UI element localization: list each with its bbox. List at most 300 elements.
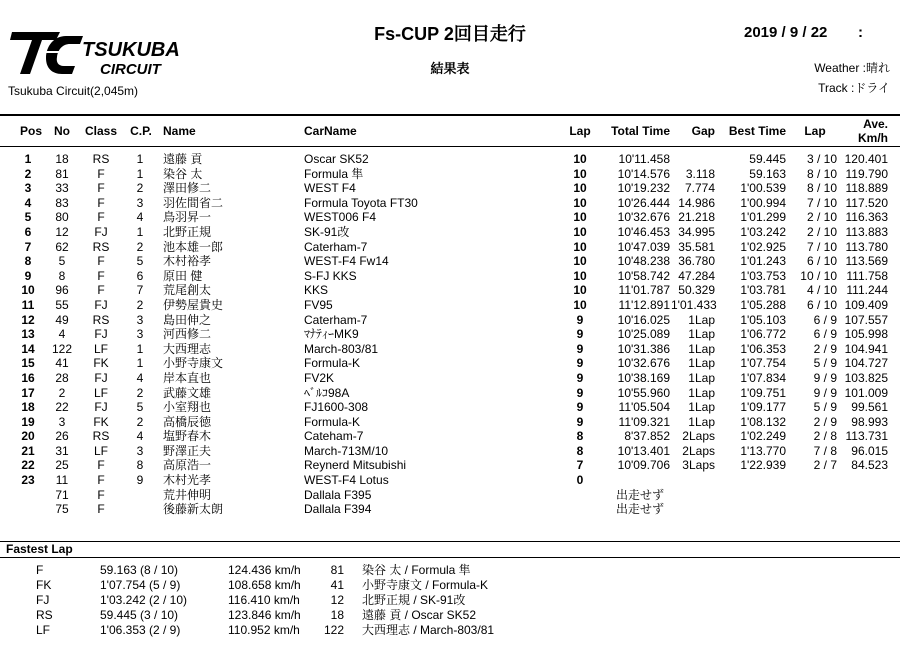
result-best-lap: 2 / 10 [806, 224, 837, 239]
fastest-rule-bottom [0, 557, 900, 558]
result-car-number: 22 [55, 400, 69, 415]
result-best-time: 1'06.353 [740, 341, 786, 356]
result-driver-name: 染谷 太 [163, 166, 203, 181]
result-total-time: 10'14.576 [617, 166, 670, 181]
result-class: F [97, 166, 105, 181]
result-best-lap: 8 / 10 [806, 166, 837, 181]
result-driver-name: 遠藤 貢 [163, 152, 203, 166]
result-best-time: 1'01.299 [740, 210, 786, 225]
fastest-driver: 遠藤 貢 / Oscar SK52 [362, 608, 477, 622]
result-driver-name: 荒尾創太 [163, 283, 212, 298]
result-gap: 1Lap [688, 370, 715, 385]
event-date: 2019 / 9 / 22 [744, 24, 828, 41]
result-car-name: WEST-F4 Fw14 [304, 254, 389, 269]
fastest-class: LF [36, 623, 51, 637]
event-time-separator: : [858, 24, 863, 41]
result-gap: 1Lap [688, 341, 715, 356]
result-class: RS [92, 312, 110, 327]
result-gap: 1Lap [688, 400, 715, 415]
table-row [0, 429, 900, 444]
result-average-speed: 111.758 [846, 268, 888, 283]
list-item [0, 608, 900, 623]
result-gap: 14.986 [678, 195, 715, 210]
result-class: F [97, 254, 105, 269]
result-driver-name: 高原浩一 [163, 458, 212, 473]
result-gap: 1'01.433 [671, 297, 717, 312]
result-average-speed: 105.998 [844, 327, 888, 342]
result-total-time: 10'38.169 [617, 370, 670, 385]
result-pos: 22 [21, 458, 35, 473]
result-car-name: Cateham-7 [304, 429, 364, 444]
result-driver-name: 澤田修二 [163, 181, 212, 196]
result-car-name: Formula-K [304, 414, 361, 429]
result-pos: 23 [21, 473, 35, 488]
result-average-speed: 111.244 [846, 283, 888, 298]
result-pos: 16 [21, 370, 35, 385]
result-gap: 35.581 [678, 239, 715, 254]
result-car-number: 83 [55, 195, 69, 210]
result-car-number: 2 [58, 385, 66, 400]
result-pos: 8 [24, 254, 32, 269]
result-class: FJ [94, 370, 108, 385]
result-class: LF [93, 341, 108, 356]
result-class-position: 4 [136, 210, 144, 225]
table-row [0, 400, 900, 415]
result-pos: 4 [24, 195, 32, 210]
result-class-position: 1 [136, 152, 144, 166]
result-best-time: 1'09.177 [740, 400, 786, 415]
result-best-lap: 9 / 9 [813, 370, 837, 385]
result-laps: 7 [576, 458, 584, 473]
result-laps: 10 [573, 254, 587, 269]
fastest-driver: 染谷 太 / Formula 隼 [362, 563, 471, 577]
result-total-time: 10'47.039 [617, 239, 670, 254]
result-car-number: 4 [58, 327, 66, 342]
result-driver-name: 木村光孝 [163, 473, 212, 488]
result-best-time: 1'03.242 [740, 224, 786, 239]
result-best-time: 1'13.770 [740, 443, 786, 458]
col-header-best-lap: Lap [804, 124, 826, 138]
result-laps: 10 [573, 152, 587, 166]
result-total-time: 10'46.453 [617, 224, 670, 239]
result-driver-name: 武藤文雄 [163, 385, 212, 400]
result-total-time: 10'19.232 [617, 181, 670, 196]
result-pos: 14 [21, 341, 35, 356]
result-class-position: 2 [136, 385, 144, 400]
result-gap: 21.218 [678, 210, 715, 225]
result-average-speed: 99.561 [851, 400, 888, 415]
result-average-speed: 117.520 [845, 195, 888, 210]
result-driver-name: 島田伸之 [163, 312, 212, 327]
fastest-driver: 小野寺康文 / Formula-K [362, 578, 489, 592]
results-table-body [0, 152, 900, 517]
result-driver-name: 伊勢屋貴史 [163, 297, 224, 312]
result-class-position: 5 [136, 400, 144, 415]
result-total-time: 10'13.401 [617, 443, 670, 458]
result-gap: 36.780 [678, 254, 715, 269]
result-car-name: FV2K [304, 370, 335, 385]
result-average-speed: 101.009 [844, 385, 888, 400]
col-header-best-time: Best Time [728, 124, 786, 138]
table-row [0, 240, 900, 255]
col-header-cp: C.P. [130, 124, 152, 138]
fastest-class: FK [36, 578, 52, 592]
col-header-gap: Gap [691, 124, 715, 138]
result-best-time: 1'00.539 [740, 181, 786, 196]
result-class-position: 2 [136, 239, 144, 254]
result-class: FJ [94, 327, 108, 342]
result-best-lap: 2 / 10 [806, 210, 837, 225]
result-car-name: WEST006 F4 [304, 210, 377, 225]
result-class: F [97, 195, 105, 210]
result-class: FJ [94, 224, 108, 239]
result-average-speed: 96.015 [851, 443, 888, 458]
result-class-position: 3 [136, 312, 144, 327]
result-driver-name: 大西理志 [163, 341, 212, 356]
result-average-speed: 104.941 [844, 341, 888, 356]
result-car-name: KKS [304, 283, 329, 298]
table-row [0, 444, 900, 459]
circuit-length: Tsukuba Circuit(2,045m) [8, 84, 139, 98]
result-best-time: 1'03.781 [740, 283, 786, 298]
table-row [0, 167, 900, 182]
result-pos: 19 [21, 414, 35, 429]
result-gap: 1Lap [688, 327, 715, 342]
header-rule-top [0, 114, 900, 116]
result-pos: 1 [24, 152, 32, 166]
result-driver-name: 木村裕孝 [163, 254, 212, 269]
table-row [0, 386, 900, 401]
result-best-lap: 5 / 9 [813, 356, 837, 371]
result-class: F [97, 487, 105, 502]
result-pos: 15 [21, 356, 35, 371]
result-average-speed: 84.523 [851, 458, 888, 473]
result-class: F [97, 458, 105, 473]
result-average-speed: 113.731 [845, 429, 888, 444]
result-laps: 9 [576, 400, 584, 415]
result-driver-name: 原田 健 [163, 268, 203, 283]
table-row [0, 196, 900, 211]
result-laps: 10 [573, 239, 587, 254]
result-class-position: 1 [136, 224, 144, 239]
table-row [0, 210, 900, 225]
fastest-car-number: 122 [323, 623, 344, 637]
result-best-time: 1'06.772 [740, 327, 786, 342]
result-car-number: 3 [58, 414, 66, 429]
result-car-name: Oscar SK52 [304, 152, 369, 166]
result-car-number: 71 [55, 487, 69, 502]
col-header-ave-unit: Km/h [858, 131, 888, 145]
result-gap: 47.284 [678, 268, 715, 283]
result-car-name: Reynerd Mitsubishi [304, 458, 407, 473]
result-car-name: Formula 隼 [304, 166, 364, 181]
result-total-time: 10'32.676 [617, 356, 670, 371]
fastest-speed: 108.658 km/h [228, 578, 301, 592]
result-driver-name: 岸本直也 [163, 370, 212, 385]
col-header-pos: Pos [19, 124, 42, 138]
result-laps: 0 [576, 473, 584, 488]
result-best-lap: 6 / 9 [813, 327, 837, 342]
result-pos: 5 [24, 210, 32, 225]
result-gap: 1Lap [688, 385, 715, 400]
result-pos: 10 [21, 283, 35, 298]
fastest-class: FJ [36, 593, 50, 607]
logo-text-circuit: CIRCUIT [100, 61, 161, 78]
result-total-time: 8'37.852 [624, 429, 670, 444]
col-header-no: No [54, 124, 70, 138]
logo-text-tsukuba: TSUKUBA [82, 39, 180, 61]
list-item [0, 578, 900, 593]
result-average-speed: 109.409 [844, 297, 888, 312]
result-gap: 1Lap [688, 312, 715, 327]
result-pos: 3 [24, 181, 32, 196]
table-row [0, 152, 900, 167]
result-average-speed: 107.557 [844, 312, 888, 327]
result-best-lap: 5 / 9 [813, 400, 837, 415]
result-pos: 6 [24, 224, 32, 239]
result-laps: 10 [573, 224, 587, 239]
page-title: Fs-CUP 2回目走行 [374, 24, 526, 44]
fastest-class: F [36, 563, 44, 577]
fastest-driver: 北野正規 / SK-91改 [362, 593, 466, 607]
result-average-speed: 113.883 [845, 224, 888, 239]
result-car-number: 5 [58, 254, 66, 269]
list-item [0, 623, 900, 638]
result-class: F [97, 210, 105, 225]
result-laps: 8 [576, 429, 584, 444]
table-row [0, 415, 900, 430]
result-total-time: 10'16.025 [617, 312, 670, 327]
result-gap: 7.774 [684, 181, 715, 196]
col-header-ave: Ave. [863, 117, 888, 131]
fastest-lap-title: Fastest Lap [6, 542, 73, 556]
result-class: LF [93, 443, 108, 458]
result-best-time: 1'05.103 [740, 312, 786, 327]
result-best-time: 1'07.754 [740, 356, 786, 371]
result-car-name: Formula Toyota FT30 [304, 195, 418, 210]
table-row [0, 342, 900, 357]
result-gap: 2Laps [682, 429, 715, 444]
result-total-time: 10'48.238 [617, 254, 670, 269]
result-class: FJ [94, 297, 108, 312]
result-class-position: 6 [136, 268, 144, 283]
list-item [0, 563, 900, 578]
result-car-number: 62 [55, 239, 69, 254]
table-row [0, 327, 900, 342]
result-car-number: 80 [55, 210, 69, 225]
result-total-time: 10'55.960 [617, 385, 670, 400]
result-class: F [97, 283, 105, 298]
result-best-time: 1'02.925 [740, 239, 786, 254]
result-best-time: 1'05.288 [740, 297, 786, 312]
result-status: 出走せず [616, 487, 665, 502]
table-row [0, 225, 900, 240]
result-class: F [97, 473, 105, 488]
fastest-time: 59.163 (8 / 10) [100, 563, 179, 577]
result-laps: 10 [573, 195, 587, 210]
table-row [0, 269, 900, 284]
result-average-speed: 113.569 [845, 254, 888, 269]
table-row [0, 313, 900, 328]
result-class: FK [93, 414, 109, 429]
result-best-lap: 9 / 9 [813, 385, 837, 400]
result-total-time: 10'31.386 [617, 341, 670, 356]
result-total-time: 10'26.444 [617, 195, 670, 210]
result-best-lap: 6 / 10 [806, 297, 837, 312]
result-pos: 13 [21, 327, 35, 342]
result-best-lap: 2 / 8 [813, 429, 837, 444]
fastest-class: RS [36, 608, 53, 622]
result-class-position: 2 [136, 297, 144, 312]
result-car-name: FJ1600-308 [304, 400, 369, 415]
table-row [0, 254, 900, 269]
col-header-carname: CarName [304, 124, 357, 138]
result-class-position: 1 [136, 341, 144, 356]
result-best-time: 1'08.132 [740, 414, 786, 429]
fastest-car-number: 12 [330, 593, 344, 607]
result-car-number: 11 [55, 473, 69, 488]
fastest-car-number: 81 [330, 563, 344, 577]
col-header-name: Name [163, 124, 196, 138]
result-car-number: 122 [51, 341, 73, 356]
result-best-lap: 10 / 10 [800, 268, 837, 283]
result-best-time: 59.163 [749, 166, 786, 181]
fastest-lap-list [0, 563, 900, 638]
result-class: RS [92, 429, 110, 444]
result-pos: 12 [21, 312, 35, 327]
result-driver-name: 羽佐間省二 [163, 195, 224, 210]
result-class-position: 9 [136, 473, 144, 488]
page-subtitle: 結果表 [430, 61, 470, 76]
result-class: F [97, 268, 105, 283]
result-best-lap: 3 / 10 [806, 152, 837, 166]
result-driver-name: 後藤新太朗 [163, 502, 224, 517]
result-total-time: 11'05.504 [618, 400, 670, 415]
result-class: F [97, 502, 105, 517]
table-row [0, 502, 900, 517]
fastest-speed: 116.410 km/h [228, 593, 300, 607]
result-gap: 2Laps [682, 443, 715, 458]
result-car-name: Formula-K [304, 356, 361, 371]
result-car-name: Caterham-7 [304, 312, 368, 327]
result-driver-name: 鳥羽昇一 [163, 210, 212, 225]
fastest-time: 59.445 (3 / 10) [100, 608, 179, 622]
result-total-time: 10'25.089 [617, 327, 670, 342]
result-class-position: 4 [136, 429, 144, 444]
result-laps: 10 [573, 166, 587, 181]
result-gap: 3.118 [685, 166, 715, 181]
result-total-time: 11'01.787 [618, 283, 670, 298]
col-header-class: Class [84, 124, 118, 138]
result-car-number: 55 [55, 297, 69, 312]
result-best-time: 1'01.243 [740, 254, 786, 269]
result-car-number: 18 [55, 152, 69, 166]
result-best-time: 59.445 [749, 152, 786, 166]
result-car-name: ﾍﾞﾙｺ98A [304, 385, 350, 400]
result-car-name: FV95 [304, 297, 333, 312]
result-best-time: 1'09.751 [740, 385, 786, 400]
result-laps: 9 [576, 414, 584, 429]
fastest-speed: 110.952 km/h [228, 623, 300, 637]
result-gap: 1Lap [688, 414, 715, 429]
list-item [0, 593, 900, 608]
result-laps: 10 [573, 268, 587, 283]
result-car-number: 12 [55, 224, 69, 239]
result-class-position: 2 [136, 414, 144, 429]
result-pos: 2 [24, 166, 32, 181]
result-car-name: WEST-F4 Lotus [304, 473, 389, 488]
result-driver-name: 池本雄一郎 [163, 239, 224, 254]
result-driver-name: 野澤正夫 [163, 443, 212, 458]
result-best-lap: 2 / 7 [813, 458, 837, 473]
result-class-position: 7 [136, 283, 144, 298]
result-laps: 10 [573, 297, 587, 312]
result-laps: 9 [576, 385, 584, 400]
result-pos: 11 [21, 297, 35, 312]
result-car-name: S-FJ KKS [304, 268, 357, 283]
result-best-lap: 7 / 8 [813, 443, 837, 458]
result-total-time: 11'12.891 [618, 297, 670, 312]
table-row [0, 298, 900, 313]
result-average-speed: 113.780 [845, 239, 888, 254]
result-class-position: 1 [136, 356, 144, 371]
result-best-lap: 6 / 10 [806, 254, 837, 269]
result-total-time: 10'32.676 [617, 210, 670, 225]
result-laps: 9 [576, 327, 584, 342]
table-row [0, 356, 900, 371]
result-laps: 9 [576, 312, 584, 327]
result-laps: 9 [576, 356, 584, 371]
result-laps: 10 [573, 283, 587, 298]
result-class: FK [93, 356, 109, 371]
result-pos: 17 [21, 385, 35, 400]
result-average-speed: 118.889 [845, 181, 888, 196]
result-class: F [97, 181, 105, 196]
result-pos: 9 [24, 268, 32, 283]
result-car-name: March-713M/10 [304, 443, 389, 458]
result-class: RS [92, 239, 110, 254]
result-car-number: 33 [55, 181, 69, 196]
result-best-time: 1'22.939 [740, 458, 786, 473]
result-pos: 20 [21, 429, 35, 444]
weather-info: Weather :晴れ [814, 61, 890, 75]
result-gap: 1Lap [688, 356, 715, 371]
result-driver-name: 北野正規 [163, 224, 212, 239]
result-best-lap: 8 / 10 [806, 181, 837, 196]
col-header-total-time: Total Time [611, 124, 670, 138]
result-average-speed: 116.363 [845, 210, 888, 225]
result-car-number: 31 [55, 443, 69, 458]
result-average-speed: 120.401 [844, 152, 888, 166]
result-best-lap: 2 / 9 [813, 341, 837, 356]
result-car-name: Dallala F395 [304, 487, 372, 502]
fastest-time: 1'03.242 (2 / 10) [100, 593, 188, 607]
result-driver-name: 塩野春木 [163, 429, 212, 444]
result-car-number: 41 [55, 356, 69, 371]
result-car-number: 49 [55, 312, 69, 327]
result-car-name: March-803/81 [304, 341, 379, 356]
result-car-name: ﾏﾅﾃｨｰMK9 [304, 327, 359, 342]
fastest-car-number: 41 [330, 578, 344, 592]
fastest-driver: 大西理志 / March-803/81 [362, 623, 495, 637]
result-best-lap: 6 / 9 [813, 312, 837, 327]
table-row [0, 488, 900, 503]
result-pos: 18 [21, 400, 35, 415]
result-class-position: 1 [136, 166, 144, 181]
result-class: RS [92, 152, 110, 166]
fastest-time: 1'07.754 (5 / 9) [100, 578, 181, 592]
result-gap: 3Laps [682, 458, 715, 473]
